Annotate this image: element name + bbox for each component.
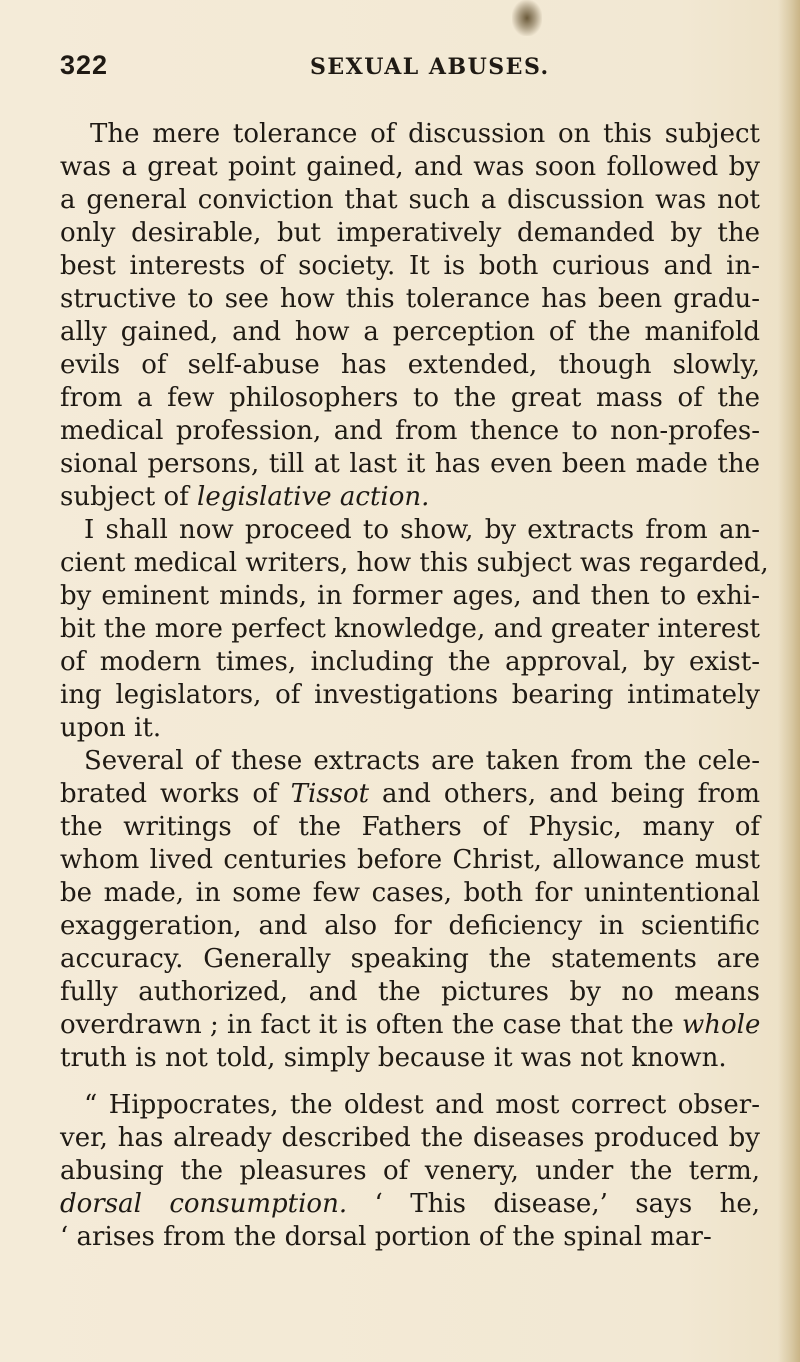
- text-line: “ Hippocrates, the oldest and most correct obser-: [84, 1090, 760, 1120]
- running-head: [60, 50, 760, 90]
- text-segment: brated works of: [60, 779, 291, 809]
- page-number: 322: [60, 50, 109, 80]
- text-line: accuracy. Generally speaking the statements are: [60, 944, 760, 974]
- text-segment: overdrawn ; in fact it is often the case that the: [60, 1010, 682, 1040]
- text-line: ally gained, and how a perception of the manifold: [60, 317, 760, 347]
- text-line: I shall now proceed to show, by extracts from an-: [84, 515, 760, 545]
- text-line: of modern times, including the approval, by exist-: [60, 647, 760, 677]
- paragraph-gap: [60, 1075, 760, 1089]
- text-line: bit the more perfect knowledge, and greater interest: [60, 614, 760, 644]
- text-line: [60, 1188, 760, 1221]
- text-line: ver, has already described the diseases produced by: [60, 1123, 760, 1153]
- page-edge-shadow: [778, 0, 800, 1362]
- body-text: [60, 118, 769, 1254]
- text-line: [60, 778, 760, 811]
- text-line: only desirable, but imperatively demanded by the: [60, 218, 760, 248]
- text-line: be made, in some few cases, both for unintentional: [60, 878, 760, 908]
- binding-mark: [512, 0, 542, 36]
- emphasis-text: Tissot: [290, 779, 370, 809]
- text-line: was a great point gained, and was soon followed by: [60, 152, 760, 182]
- text-line: a general conviction that such a discussion was not: [60, 185, 760, 215]
- text-line: evils of self-abuse has extended, though slowly,: [60, 350, 760, 380]
- text-segment: subject of: [60, 482, 197, 512]
- text-line: abusing the pleasures of venery, under the term,: [60, 1156, 760, 1186]
- text-line: medical profession, and from thence to non-profes-: [60, 416, 760, 446]
- running-title: SEXUAL ABUSES.: [310, 54, 550, 80]
- text-line: [60, 481, 760, 514]
- text-line: Several of these extracts are taken from the cele-: [84, 746, 760, 776]
- text-line: the writings of the Fathers of Physic, many of: [60, 812, 760, 842]
- text-line: ‘ arises from the dorsal portion of the spinal mar-: [60, 1222, 712, 1252]
- text-line: The mere tolerance of discussion on this subject: [90, 119, 760, 149]
- text-line: cient medical writers, how this subject was regarded,: [60, 548, 769, 578]
- emphasis-text: dorsal consumption.: [60, 1189, 348, 1219]
- text-line: fully authorized, and the pictures by no means: [60, 977, 760, 1007]
- text-line: upon it.: [60, 713, 162, 743]
- emphasis-text: whole: [681, 1010, 761, 1040]
- text-line: best interests of society. It is both curious and in-: [60, 251, 760, 281]
- text-line: from a few philosophers to the great mass of the: [60, 383, 760, 413]
- text-line: sional persons, till at last it has even been made the: [60, 449, 760, 479]
- text-line: [60, 1009, 760, 1042]
- text-line: structive to see how this tolerance has been gradu-: [60, 284, 760, 314]
- text-line: by eminent minds, in former ages, and then to exhi-: [60, 581, 760, 611]
- text-line: ing legislators, of investigations bearing intimately: [60, 680, 760, 710]
- text-line: exaggeration, and also for deficiency in scientific: [60, 911, 760, 941]
- text-line: truth is not told, simply because it was not known.: [60, 1043, 727, 1073]
- text-line: whom lived centuries before Christ, allowance must: [60, 845, 760, 875]
- text-segment: and others, and being from: [369, 779, 760, 809]
- emphasis-text: legislative action.: [197, 482, 430, 512]
- text-segment: ‘ This disease,’ says he,: [347, 1189, 760, 1219]
